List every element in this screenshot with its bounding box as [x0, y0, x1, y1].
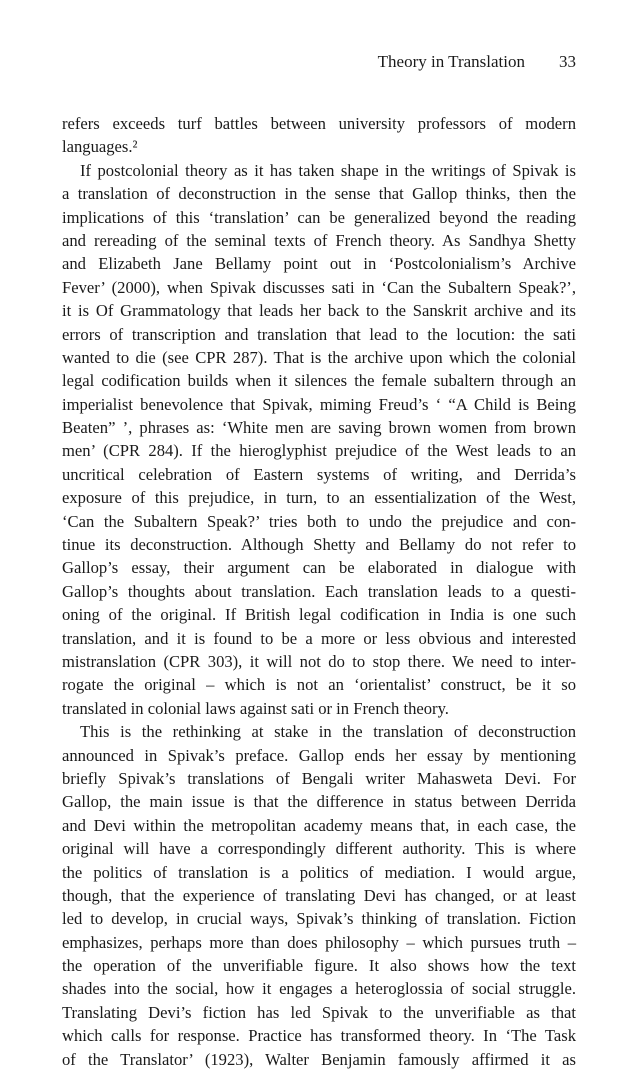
body-text: [62, 112, 576, 1071]
text-line: imperialist benevolence that Spivak, miming Freud’s ‘ “A Child is Being: [62, 394, 576, 414]
paragraph: [62, 720, 576, 1071]
text-line: emphasizes, perhaps more than does philosophy – which pursues truth –: [62, 932, 576, 952]
text-line: and Elizabeth Jane Bellamy point out in ‘Postcolonialism’s Archive: [62, 254, 576, 274]
text-line: implications of this ‘translation’ can be generalized beyond the reading: [62, 207, 576, 227]
text-line: Translating Devi’s fiction has led Spivak to the unverifiable as that: [62, 1002, 576, 1022]
text-line: announced in Spivak’s preface. Gallop ends her essay by mentioning: [62, 745, 576, 765]
text-line: oning of the original. If British legal codification in India is one such: [62, 605, 576, 625]
text-line: original will have a correspondingly different authority. This is where: [62, 839, 576, 859]
text-line: and Devi within the metropolitan academy means that, in each case, the: [62, 815, 576, 835]
text-line: though, that the experience of translating Devi has changed, or at least: [62, 885, 576, 905]
text-line: Fever’ (2000), when Spivak discusses sati in ‘Can the Subaltern Speak?’,: [62, 277, 576, 297]
running-head: [62, 52, 576, 72]
text-line: uncritical celebration of Eastern systems of writing, and Derrida’s: [62, 464, 576, 484]
text-line: wanted to die (see CPR 287). That is the archive upon which the colonial: [62, 347, 576, 367]
text-line: Gallop’s essay, their argument can be elaborated in dialogue with: [62, 558, 576, 578]
text-line: of the Translator’ (1923), Walter Benjamin famously affirmed it as: [62, 1049, 576, 1069]
text-line: mistranslation (CPR 303), it will not do to stop there. We need to inter-: [62, 651, 576, 671]
text-line: which calls for response. Practice has transformed theory. In ‘The Task: [62, 1026, 576, 1046]
running-title: Theory in Translation: [377, 52, 525, 71]
paragraph: [62, 159, 576, 720]
paragraph: [62, 112, 576, 159]
text-line: translation, and it is found to be a more or less obvious and interested: [62, 628, 576, 648]
text-line: languages.²: [62, 137, 138, 157]
text-line: This is the rethinking at stake in the translation of deconstruction: [80, 722, 576, 742]
text-line: errors of transcription and translation that lead to the locution: the sati: [62, 324, 576, 344]
text-line: tinue its deconstruction. Although Shetty and Bellamy do not refer to: [62, 535, 576, 555]
text-line: Gallop, the main issue is that the difference in status between Derrida: [62, 792, 576, 812]
text-line: translated in colonial laws against sati or in French theory.: [62, 698, 449, 718]
text-line: ‘Can the Subaltern Speak?’ tries both to undo the prejudice and con-: [62, 511, 576, 531]
text-line: led to develop, in crucial ways, Spivak’s thinking of translation. Fiction: [62, 909, 576, 929]
book-page: [62, 52, 576, 1071]
text-line: If postcolonial theory as it has taken shape in the writings of Spivak is: [80, 160, 576, 180]
text-line: rogate the original – which is not an ‘orientalist’ construct, be it so: [62, 675, 576, 695]
text-line: the politics of translation is a politics of mediation. I would argue,: [62, 862, 576, 882]
text-line: men’ (CPR 284). If the hieroglyphist prejudice of the West leads to an: [62, 441, 576, 461]
text-line: and rereading of the seminal texts of French theory. As Sandhya Shetty: [62, 230, 576, 250]
page-number: 33: [559, 52, 576, 71]
text-line: a translation of deconstruction in the sense that Gallop thinks, then the: [62, 184, 576, 204]
text-line: the operation of the unverifiable figure. It also shows how the text: [62, 956, 576, 976]
text-line: Beaten” ’, phrases as: ‘White men are saving brown women from brown: [62, 418, 576, 438]
text-line: Gallop’s thoughts about translation. Each translation leads to a questi-: [62, 581, 576, 601]
text-line: briefly Spivak’s translations of Bengali writer Mahasweta Devi. For: [62, 768, 576, 788]
text-line: legal codification builds when it silences the female subaltern through an: [62, 371, 576, 391]
text-line: exposure of this prejudice, in turn, to an essentialization of the West,: [62, 488, 576, 508]
text-line: shades into the social, how it engages a heteroglossia of social struggle.: [62, 979, 576, 999]
text-line: refers exceeds turf battles between university professors of modern: [62, 114, 576, 133]
text-line: it is Of Grammatology that leads her back to the Sanskrit archive and its: [62, 301, 576, 321]
